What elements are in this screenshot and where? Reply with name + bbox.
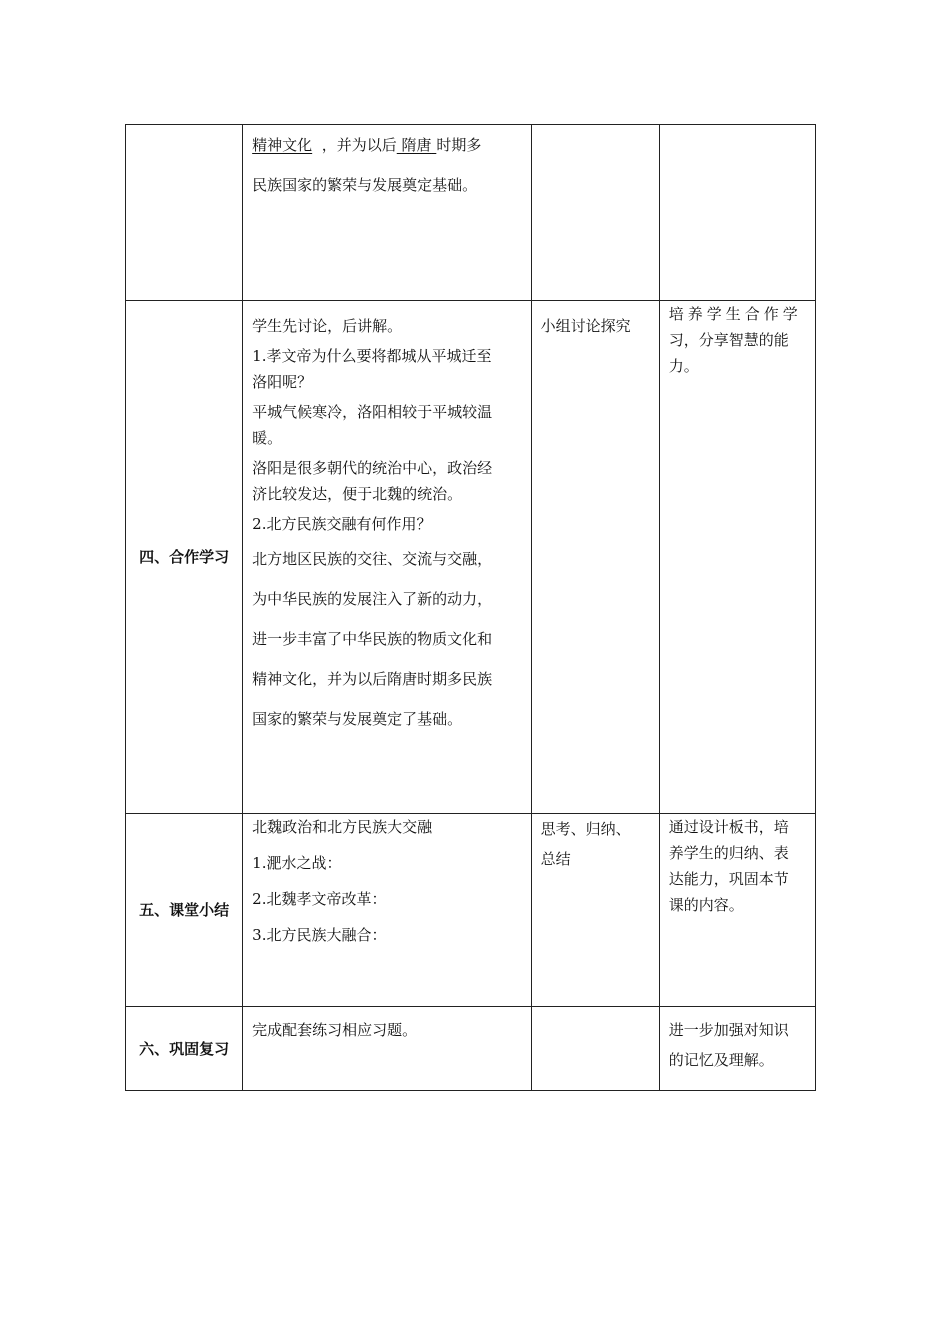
- content-line: 洛阳呢？: [252, 373, 313, 391]
- underlined-term: 精神文化: [252, 136, 313, 154]
- method-line: 思考、归纳、: [540, 820, 631, 838]
- content-line: 为中华民族的发展注入了新的动力，: [252, 590, 493, 608]
- intent-line: 习，分享智慧的能: [668, 331, 789, 349]
- content-cell: [243, 1007, 531, 1091]
- intent-cell: [659, 1007, 815, 1091]
- underlined-term: 隋唐: [401, 136, 432, 154]
- method-cell-empty: [531, 125, 659, 301]
- intent-line: 培养学生合作学: [668, 305, 802, 323]
- content-line: 1.孝文帝为什么要将都城从平城迁至: [252, 347, 492, 365]
- content-line: 精神文化，并为以后隋唐时期多民族: [252, 670, 493, 688]
- method-cell: [531, 301, 659, 814]
- content-line: 国家的繁荣与发展奠定了基础。: [252, 710, 463, 728]
- content-line: 民族国家的繁荣与发展奠定基础。: [252, 176, 478, 194]
- lesson-plan-table: [125, 124, 816, 1091]
- intent-cell: [659, 301, 815, 814]
- table-row: [126, 1007, 816, 1091]
- method-line: 总结: [540, 850, 571, 868]
- content-line: 洛阳是很多朝代的统治中心，政治经: [252, 459, 493, 477]
- stage-label: 四、合作学习: [126, 301, 243, 814]
- content-line: 平城气候寒冷，洛阳相较于平城较温: [252, 403, 493, 421]
- table-row: [126, 301, 816, 814]
- intent-line: 达能力，巩固本节: [668, 870, 789, 888]
- content-line: 学生先讨论，后讲解。: [252, 317, 403, 335]
- intent-cell: [659, 814, 815, 1007]
- stage-label: 五、课堂小结: [126, 814, 243, 1007]
- stage-label: 六、巩固复习: [126, 1007, 243, 1091]
- method-text: 小组讨论探究: [540, 317, 631, 335]
- content-line: 暖。: [252, 429, 283, 447]
- intent-line: 课的内容。: [668, 896, 744, 914]
- content-line: 北魏政治和北方民族大交融: [252, 818, 433, 836]
- content-line: 2.北方民族交融有何作用？: [252, 515, 432, 533]
- intent-line: 的记忆及理解。: [668, 1051, 774, 1069]
- intent-line: 通过设计板书，培: [668, 818, 789, 836]
- table-row: [126, 814, 816, 1007]
- content-line: 北方地区民族的交往、交流与交融，: [252, 550, 493, 568]
- method-cell-empty: [531, 1007, 659, 1091]
- method-cell: [531, 814, 659, 1007]
- content-line: 2.北魏孝文帝改革：: [252, 890, 387, 908]
- content-line: 济比较发达，便于北魏的统治。: [252, 485, 463, 503]
- content-cell: [243, 301, 531, 814]
- intent-line: 进一步加强对知识: [668, 1021, 789, 1039]
- content-line: 精神文化 ，并为以后 隋唐 时期多: [252, 136, 482, 154]
- table-row: [126, 125, 816, 301]
- intent-line: 养学生的归纳、表: [668, 844, 789, 862]
- content-line: 完成配套练习相应习题。: [252, 1021, 418, 1039]
- intent-line: 力。: [668, 357, 699, 375]
- content-line: 3.北方民族大融合：: [252, 926, 387, 944]
- content-line: 进一步丰富了中华民族的物质文化和: [252, 630, 493, 648]
- content-cell: [243, 814, 531, 1007]
- stage-cell-empty: [126, 125, 243, 301]
- content-line: 1.淝水之战：: [252, 854, 342, 872]
- intent-cell-empty: [659, 125, 815, 301]
- content-cell: [243, 125, 531, 301]
